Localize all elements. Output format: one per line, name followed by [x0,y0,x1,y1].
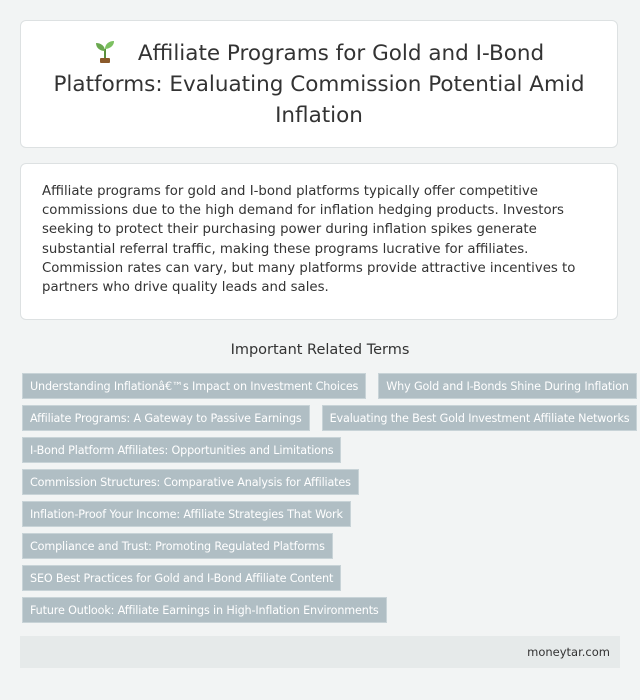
related-term-tag[interactable]: Inflation-Proof Your Income: Affiliate Strategies That Work [22,501,351,527]
tag-row [22,565,622,591]
related-term-tag[interactable]: Affiliate Programs: A Gateway to Passive Earnings [22,405,310,431]
footer [20,636,620,668]
page-title-text: Affiliate Programs for Gold and I-Bond Platforms: Evaluating Commission Potential Amid Inflation [53,40,585,128]
tag-row [22,437,622,463]
tag-row [22,501,622,527]
intro-card [20,163,618,320]
related-terms-list [22,373,630,629]
related-term-tag[interactable]: Commission Structures: Comparative Analysis for Affiliates [22,469,359,495]
related-terms-heading: Important Related Terms [230,342,410,358]
related-term-tag[interactable]: I-Bond Platform Affiliates: Opportunities and Limitations [22,437,341,463]
tag-row [22,373,629,399]
tag-row [22,469,622,495]
related-term-tag[interactable]: Evaluating the Best Gold Investment Affiliate Networks [322,405,638,431]
related-term-tag[interactable]: Why Gold and I-Bonds Shine During Inflation [378,373,637,399]
intro-text: Affiliate programs for gold and I-bond platforms typically offer competitive commissions due to the high demand for inflation hedging products. Investors seeking to protect their purchasing power during inflation spikes generate substantial referral traffic, making these programs lucrative for affiliates. Commission rates can vary, but many platforms provide attractive incentives to partners who drive quality leads and sales. [42,184,576,296]
related-term-tag[interactable]: Compliance and Trust: Promoting Regulated Platforms [22,533,333,559]
tag-row [22,597,622,623]
tag-row [22,533,622,559]
related-term-tag[interactable]: SEO Best Practices for Gold and I-Bond Affiliate Content [22,565,341,591]
footer-site-link[interactable]: moneytar.com [527,645,610,659]
tag-row [22,405,630,431]
title-card [20,20,618,148]
related-term-tag[interactable]: Future Outlook: Affiliate Earnings in High-Inflation Environments [22,597,387,623]
related-term-tag[interactable]: Understanding Inflationâ€™s Impact on Investment Choices [22,373,366,399]
page-title [41,38,597,131]
sprout-icon [94,39,116,63]
